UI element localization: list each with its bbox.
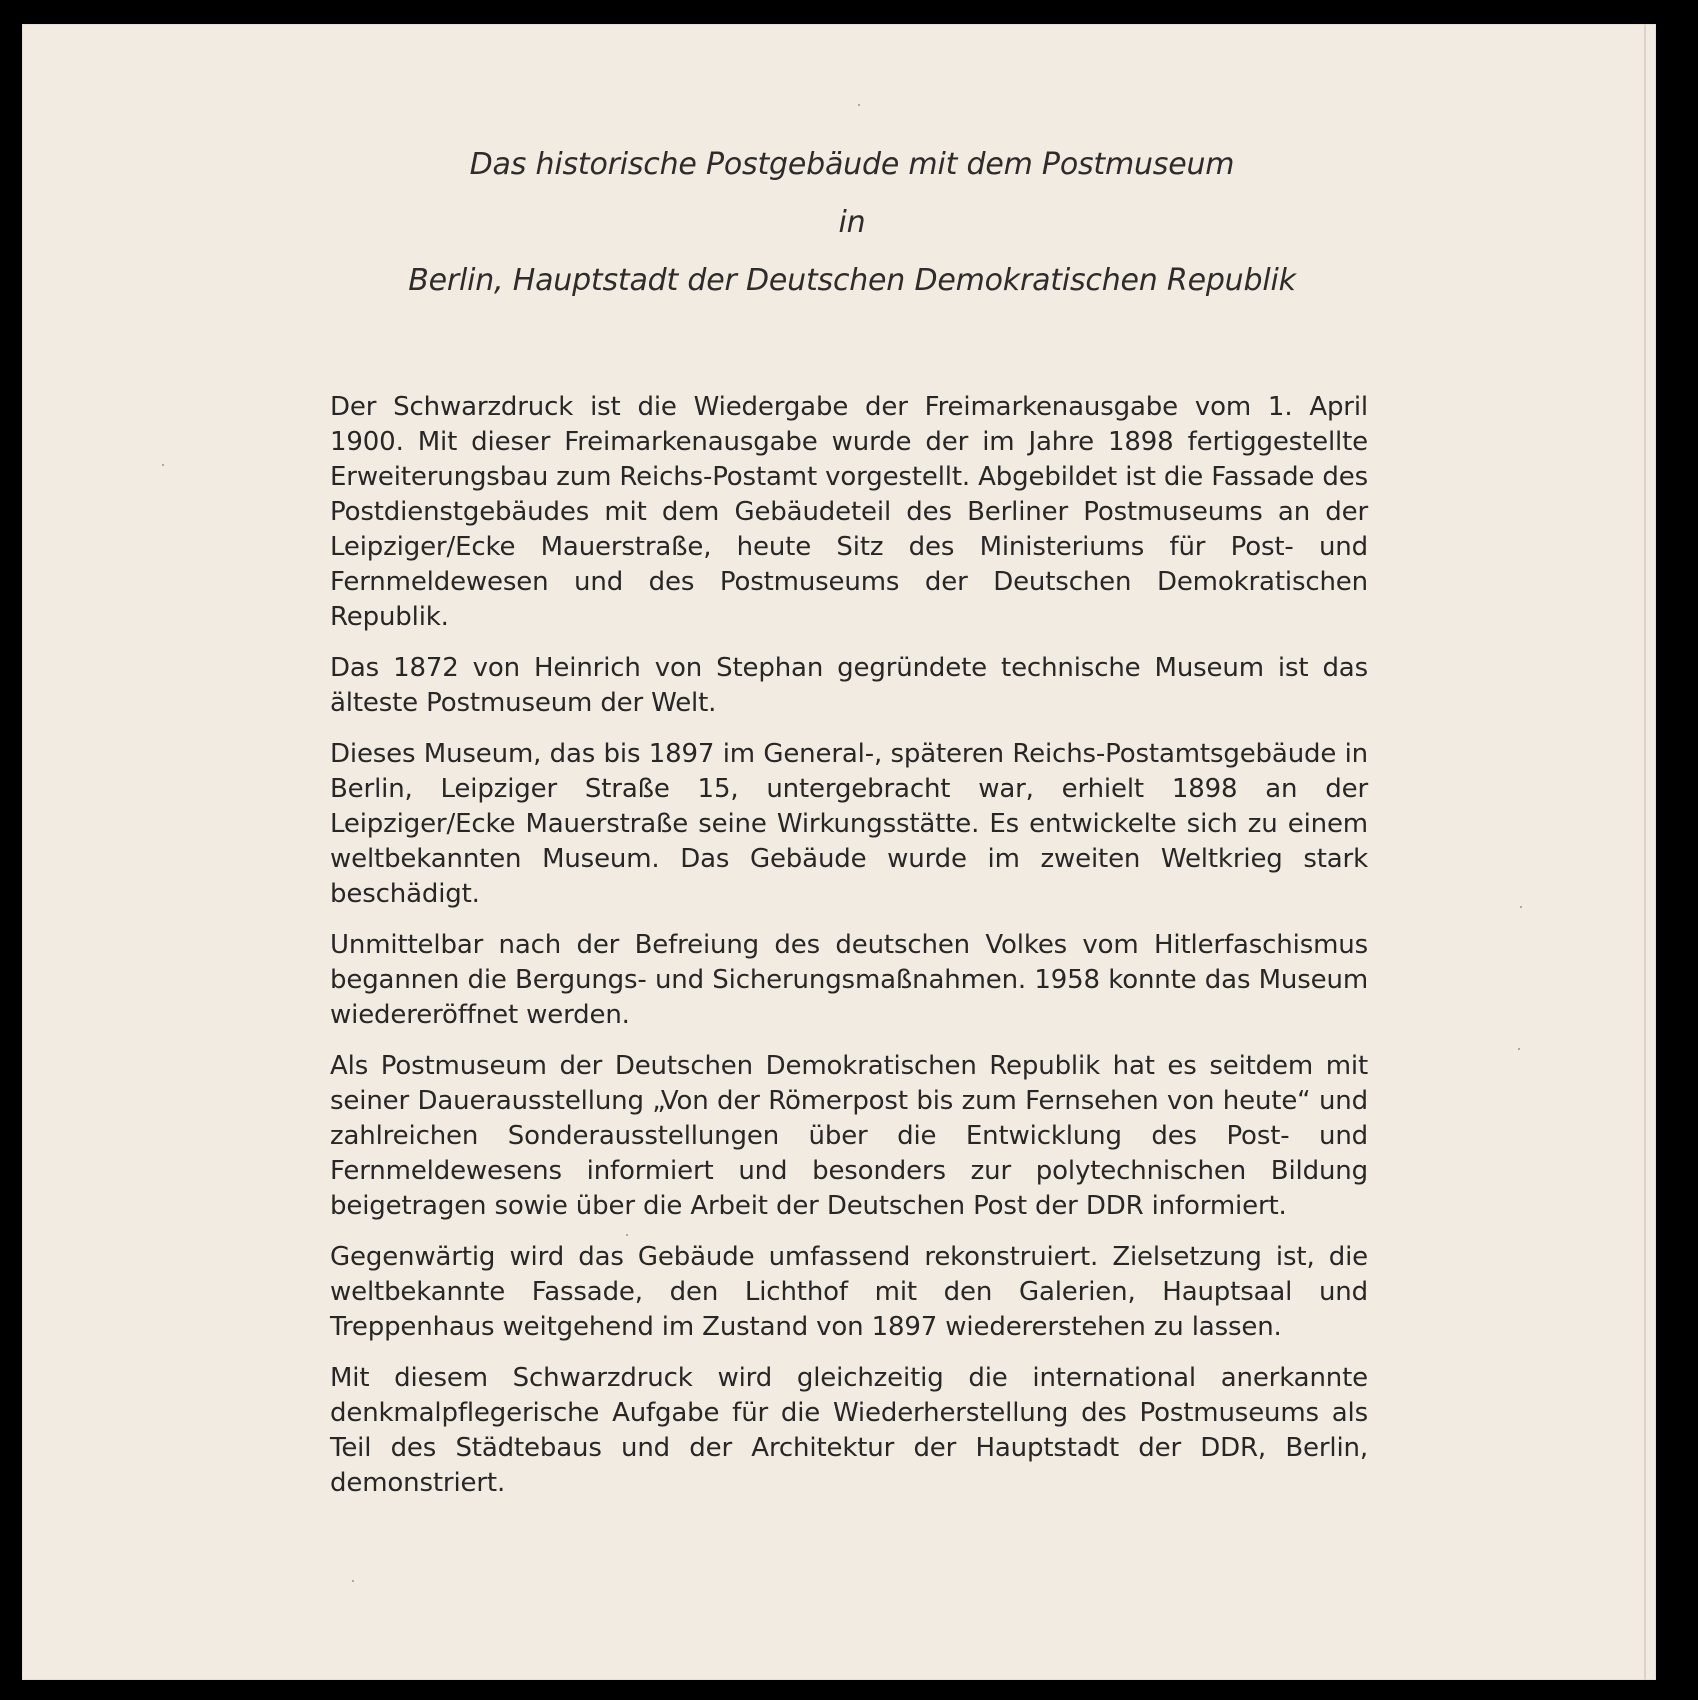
title-line-3: Berlin, Hauptstadt der Deutschen Demokratischen Republik bbox=[408, 263, 1296, 298]
paragraph-2: Das 1872 von Heinrich von Stephan gegründete technische Museum ist das älteste Postmuseum der Welt. bbox=[330, 653, 1368, 718]
document-title bbox=[22, 136, 1682, 310]
paragraph-5: Als Postmuseum der Deutschen Demokratischen Republik hat es seitdem mit seiner Dauerausstellung „Von der Römerpost bis zum Fernsehen von heute“ und zahlreichen Sonderausstellungen über die Entwicklung des Post- und Fernmeldewesens informiert und besonders zur polytechnischen Bildung beigetragen sowie über die Arbeit der Deutschen Post der DDR informiert. bbox=[330, 1051, 1368, 1221]
paper-speck bbox=[1518, 1048, 1520, 1050]
paragraph-3: Dieses Museum, das bis 1897 im General-, späteren Reichs-Postamtsgebäude in Berlin, Leipziger Straße 15, untergebracht war, erhielt 1898 an der Leipziger/Ecke Mauerstraße seine Wirkungsstätte. Es entwickelte sich zu einem weltbekannten Museum. Das Gebäude wurde im zweiten Weltkrieg stark beschädigt. bbox=[330, 739, 1368, 909]
title-line-1: Das historische Postgebäude mit dem Postmuseum bbox=[469, 147, 1235, 182]
paper-sheet bbox=[22, 24, 1656, 1680]
paragraph-7: Mit diesem Schwarzdruck wird gleichzeitig die international anerkannte denkmalpflegerische Aufgabe für die Wiederherstellung des Postmuseums als Teil des Städtebaus und der Architektur der Hauptstadt der DDR, Berlin, demonstriert. bbox=[330, 1363, 1368, 1498]
paragraph-1: Der Schwarzdruck ist die Wiedergabe der Freimarkenausgabe vom 1. April 1900. Mit dieser Freimarkenausgabe wurde der im Jahre 1898 fertiggestellte Erweiterungsbau zum Reichs-Postamt vorgestellt. Abgebildet ist die Fassade des Postdienstgebäudes mit dem Gebäudeteil des Berliner Postmuseums an der Leipziger/Ecke Mauerstraße, heute Sitz des Ministeriums für Post- und Fernmeldewesen und des Postmuseums der Deutschen Demokratischen Republik. bbox=[330, 392, 1368, 632]
paper-speck bbox=[162, 464, 164, 466]
paragraph-6: Gegenwärtig wird das Gebäude umfassend rekonstruiert. Zielsetzung ist, die weltbekannte Fassade, den Lichthof mit den Galerien, Hauptsaal und Treppenhaus weitgehend im Zustand von 1897 wiedererstehen zu lassen. bbox=[330, 1242, 1368, 1342]
paper-speck bbox=[858, 104, 860, 106]
title-line-2: in bbox=[838, 205, 866, 240]
paper-speck bbox=[352, 1580, 354, 1582]
paper-speck bbox=[626, 1234, 628, 1236]
paragraph-4: Unmittelbar nach der Befreiung des deutschen Volkes vom Hitlerfaschismus begannen die Bergungs- und Sicherungsmaßnahmen. 1958 konnte das Museum wiedereröffnet werden. bbox=[330, 930, 1368, 1030]
paper-speck bbox=[1520, 906, 1522, 908]
document-body bbox=[330, 390, 1368, 1517]
